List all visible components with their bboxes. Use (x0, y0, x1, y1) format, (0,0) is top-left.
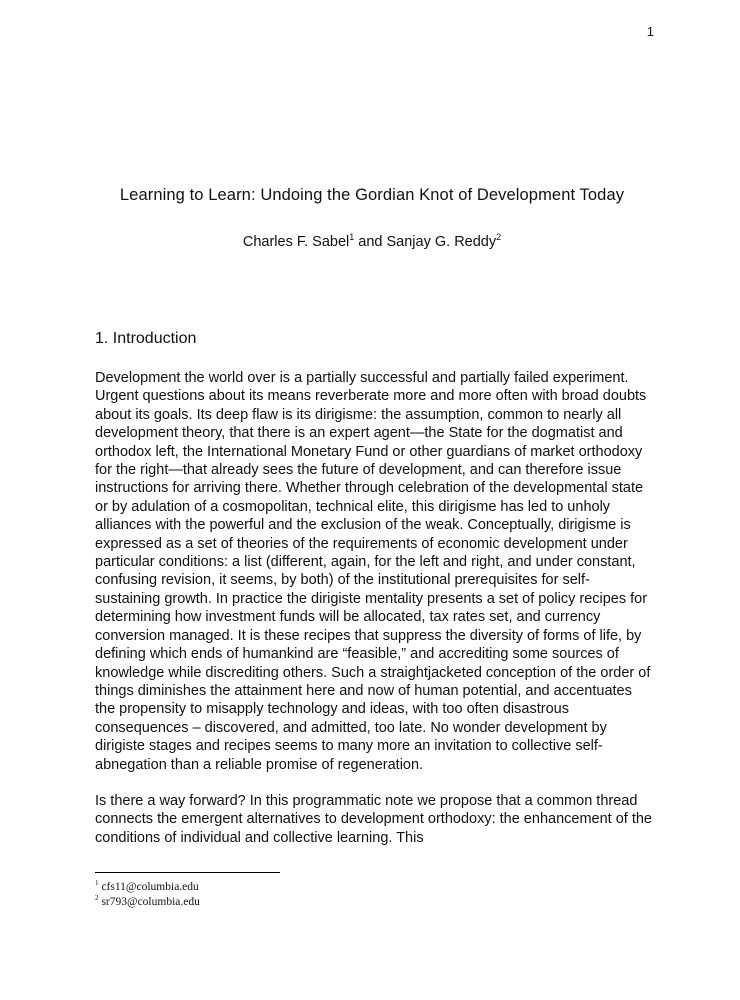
body-text (95, 369, 655, 865)
footnote-1 (95, 880, 655, 895)
footnote-area (95, 872, 655, 909)
authors-line (92, 234, 652, 250)
page-number: 1 (646, 24, 654, 39)
footnote-2-marker: 2 (95, 893, 99, 902)
footnote-1-text: cfs11@columbia.edu (101, 881, 199, 893)
author-2-footnote-marker: 2 (496, 232, 502, 243)
section-heading: 1. Introduction (95, 330, 197, 347)
paper-title: Learning to Learn: Undoing the Gordian Knot of Development Today (119, 186, 625, 204)
paragraph-2: Is there a way forward? In this programmatic note we propose that a common thread connects the emergent alternatives to development orthodoxy: the enhancement of the conditions of individual and collective learning. This (95, 792, 652, 846)
author-1: Charles F. Sabel (242, 234, 350, 250)
authors-separator: and (354, 234, 387, 250)
footnote-2 (95, 895, 655, 910)
paragraph-1: Development the world over is a partially successful and partially failed experiment. Urgent questions about its means reverberate more and more often with broad doubts about its goals. Its deep flaw is its dirigisme: the assumption, common to nearly all development theory, that there is an expert agent—the State for the dogmatist and orthodox left, the International Monetary Fund or other guardians of market orthodoxy for the right—that already sees the future of development, and can therefore issue instructions for arriving there. Whether through celebration of the developmental state or by adulation of a cosmopolitan, technical elite, this dirigisme has led to unholy alliances with the powerful and the exclusion of the weak. Conceptually, dirigisme is expressed as a set of theories of the requirements of economic development under particular conditions: a list (different, again, for the left and right, and under constant, confusing revision, it seems, by both) of the institutional prerequisites for self-sustaining growth. In practice the dirigiste mentality presents a set of policy recipes for determining how investment funds will be allocated, tax rates set, and currency conversion managed. It is these recipes that suppress the diversity of forms of life, by defining which ends of humankind are “feasible,” and accrediting some sources of knowledge while discrediting others. Such a straightjacketed conception of the order of things diminishes the attainment here and now of human potential, and accentuates the propensity to misapply technology and ideas, with too often disastrous consequences – discovered, and admitted, too late. No wonder development by dirigiste stages and recipes seems to many more an invitation to collective self-abnegation than a reliable promise of regeneration. (95, 370, 651, 773)
author-1-footnote-marker: 1 (349, 232, 355, 243)
footnote-1-marker: 1 (95, 879, 99, 888)
author-2: Sanjay G. Reddy (386, 234, 497, 250)
footnote-separator-rule (95, 872, 280, 873)
footnote-2-text: sr793@columbia.edu (101, 895, 200, 908)
